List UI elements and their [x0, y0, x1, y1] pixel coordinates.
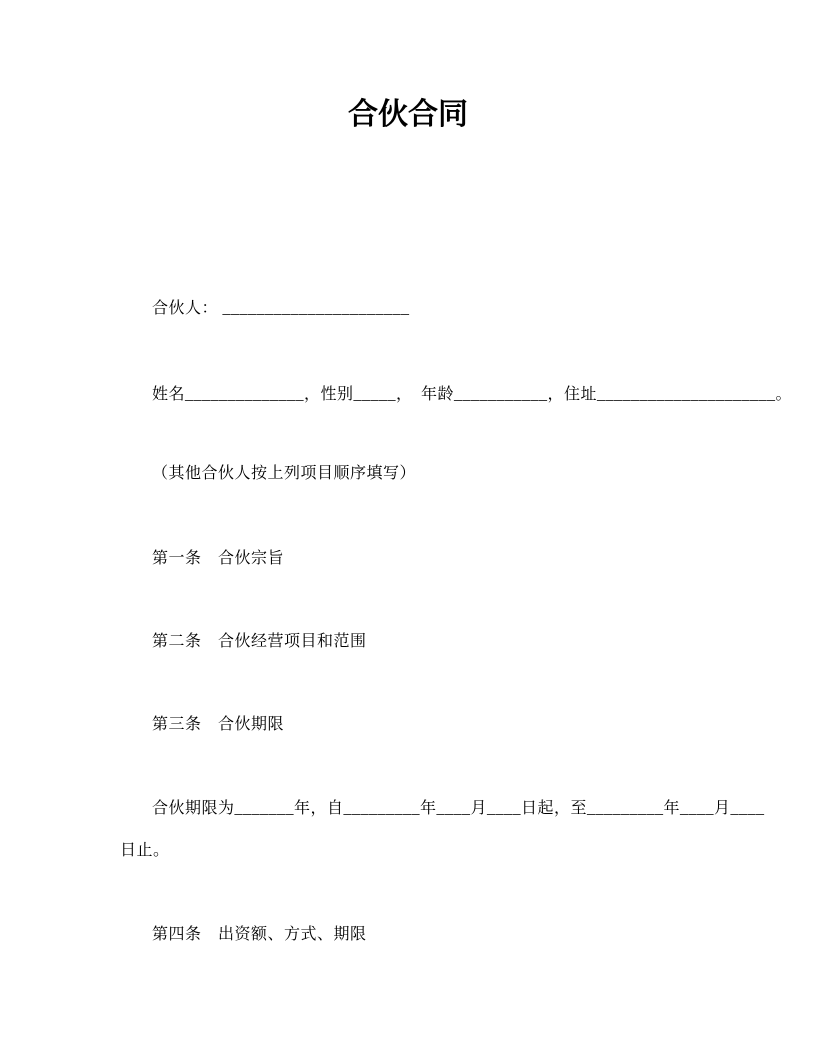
document-title: 合伙合同	[348, 97, 468, 132]
article-2-heading: 第二条 合伙经营项目和范围	[152, 633, 367, 650]
article-3-heading: 第三条 合伙期限	[152, 716, 285, 733]
partnership-term-line-1: 合伙期限为_______年，自_________年____月____日起，至_________年____月____	[152, 800, 765, 817]
partners-line: 合伙人： ______________________	[152, 300, 410, 317]
article-4-heading: 第四条 出资额、方式、期限	[152, 926, 367, 943]
partner-info-line: 姓名______________，性别_____， 年龄___________，住址_____________________。	[152, 386, 793, 403]
article-1-heading: 第一条 合伙宗旨	[152, 550, 285, 567]
partnership-term-line-2: 日止。	[120, 842, 170, 859]
other-partners-note-line: （其他合伙人按上列项目顺序填写）	[152, 465, 417, 482]
